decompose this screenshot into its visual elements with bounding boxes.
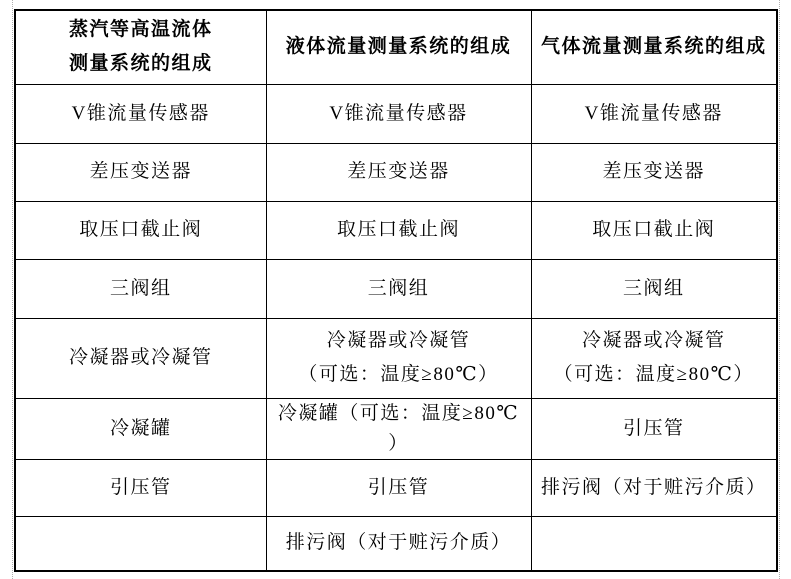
- table-cell: [531, 84, 777, 143]
- table-cell: [15, 259, 266, 318]
- table-cell: [266, 84, 531, 143]
- cell-text: 排污阀（对于赃污介质）: [285, 532, 512, 554]
- table-row: [15, 201, 777, 259]
- table-row: [15, 516, 777, 571]
- cell-text: 三阀组: [109, 277, 172, 299]
- cell-text: 引压管: [109, 476, 172, 498]
- header-text: 液体流量测量系统的组成: [285, 36, 512, 58]
- header-text: 蒸汽等高温流体: [68, 19, 213, 41]
- header-text: 测量系统的组成: [68, 53, 213, 75]
- header-row: [15, 10, 777, 84]
- cell-text: 冷凝罐（可选：温度≥80℃: [277, 402, 520, 424]
- table-cell: [266, 459, 531, 516]
- header-cell-liquid-system: [266, 10, 531, 84]
- cell-text: 差压变送器: [602, 161, 705, 182]
- cell-text: 取压口截止阀: [592, 219, 716, 240]
- cell-text: ）: [388, 432, 409, 454]
- table-row: [15, 143, 777, 201]
- cell-text: 冷凝器或冷凝管: [581, 330, 726, 351]
- cell-text: 三阀组: [367, 277, 430, 299]
- table-cell: [266, 259, 531, 318]
- text-boundary-guide-right: [779, 0, 780, 579]
- cell-text: 冷凝罐: [109, 417, 172, 439]
- cell-text: V锥流量传感器: [329, 102, 468, 124]
- table-cell: [531, 259, 777, 318]
- header-text: 气体流量测量系统的组成: [540, 36, 767, 58]
- table-cell: [266, 398, 531, 459]
- cell-text: 三阀组: [622, 277, 685, 299]
- flow-measurement-systems-table: [14, 9, 778, 572]
- table-cell: [531, 143, 777, 201]
- cell-text: 引压管: [367, 476, 430, 498]
- cell-text: （可选：温度≥80℃）: [298, 364, 499, 385]
- table-cell: [15, 398, 266, 459]
- cell-text: 差压变送器: [347, 161, 450, 182]
- cell-text: 引压管: [622, 417, 685, 439]
- cell-text: 冷凝器或冷凝管: [326, 330, 471, 351]
- table-cell: [15, 84, 266, 143]
- table-row: [15, 398, 777, 459]
- table-cell: [531, 201, 777, 259]
- table-cell: [15, 516, 266, 571]
- table-cell: [266, 516, 531, 571]
- table-cell: [266, 201, 531, 259]
- table-cell: [15, 318, 266, 398]
- cell-text: 排污阀（对于赃污介质）: [540, 476, 767, 498]
- table-cell: [531, 459, 777, 516]
- cell-text: V锥流量传感器: [71, 102, 210, 124]
- table-cell: [266, 143, 531, 201]
- cell-text: （可选：温度≥80℃）: [553, 364, 754, 385]
- table-cell: [15, 459, 266, 516]
- header-cell-gas-system: [531, 10, 777, 84]
- table-row: [15, 259, 777, 318]
- cell-text: 差压变送器: [89, 161, 192, 182]
- table-row: [15, 318, 777, 398]
- table-cell: [266, 318, 531, 398]
- cell-text: V锥流量传感器: [584, 102, 723, 124]
- table-cell: [531, 318, 777, 398]
- table-row: [15, 84, 777, 143]
- cell-text: 取压口截止阀: [79, 219, 203, 240]
- header-cell-steam-system: [15, 10, 266, 84]
- table-cell: [15, 201, 266, 259]
- cell-text: 冷凝器或冷凝管: [68, 347, 213, 368]
- text-boundary-guide-left: [12, 0, 13, 579]
- table-cell: [531, 516, 777, 571]
- table-cell: [15, 143, 266, 201]
- cell-text: 取压口截止阀: [336, 219, 460, 240]
- table-row: [15, 459, 777, 516]
- table-cell: [531, 398, 777, 459]
